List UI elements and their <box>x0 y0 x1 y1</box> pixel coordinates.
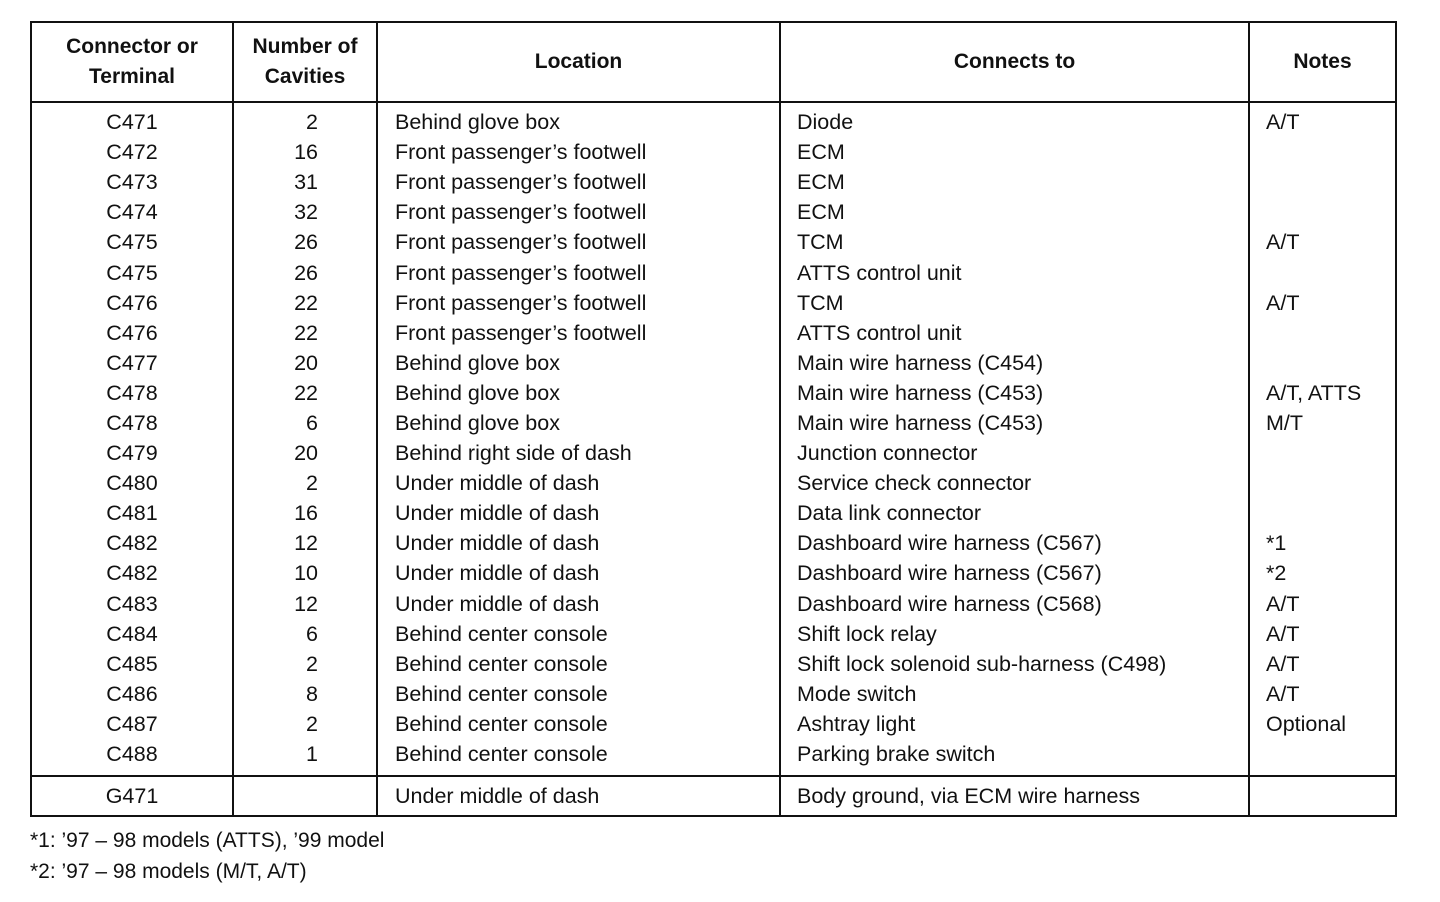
header-connects-to: Connects to <box>780 22 1249 102</box>
connects-to-cell: Shift lock relay <box>780 619 1249 649</box>
connector-table <box>30 21 1397 817</box>
location-cell: Behind center console <box>377 739 780 776</box>
header-cavities <box>233 22 377 102</box>
connects-to-cell: ECM <box>780 167 1249 197</box>
table-row <box>31 102 1396 137</box>
connects-to-cell: Data link connector <box>780 498 1249 528</box>
table-header <box>31 22 1396 102</box>
notes-cell: A/T <box>1249 102 1396 137</box>
location-cell: Under middle of dash <box>377 468 780 498</box>
notes-cell: A/T <box>1249 649 1396 679</box>
cavities-cell: 26 <box>233 227 377 257</box>
cavities-cell: 22 <box>233 378 377 408</box>
connects-to-cell: Junction connector <box>780 438 1249 468</box>
location-cell: Under middle of dash <box>377 558 780 588</box>
location-cell: Under middle of dash <box>377 498 780 528</box>
notes-cell <box>1249 739 1396 776</box>
connects-to-cell: Dashboard wire harness (C567) <box>780 528 1249 558</box>
location-cell: Front passenger’s footwell <box>377 227 780 257</box>
location-cell: Behind glove box <box>377 102 780 137</box>
cavities-cell: 32 <box>233 197 377 227</box>
notes-cell: M/T <box>1249 408 1396 438</box>
cavities-cell: 31 <box>233 167 377 197</box>
notes-cell <box>1249 348 1396 378</box>
footnote-2: *2: ’97 – 98 models (M/T, A/T) <box>30 860 307 883</box>
table-row <box>31 167 1396 197</box>
connector-cell: C479 <box>31 438 233 468</box>
connector-cell: C474 <box>31 197 233 227</box>
connector-cell: C485 <box>31 649 233 679</box>
location-cell: Behind right side of dash <box>377 438 780 468</box>
connects-to-cell: TCM <box>780 288 1249 318</box>
connector-cell: C486 <box>31 679 233 709</box>
cavities-cell: 2 <box>233 102 377 137</box>
connects-to-cell: Service check connector <box>780 468 1249 498</box>
table-row <box>31 739 1396 776</box>
ground-notes <box>1249 776 1396 816</box>
cavities-cell: 8 <box>233 679 377 709</box>
connects-to-cell: Dashboard wire harness (C567) <box>780 558 1249 588</box>
connects-to-cell: Mode switch <box>780 679 1249 709</box>
notes-cell <box>1249 318 1396 348</box>
location-cell: Behind center console <box>377 709 780 739</box>
connects-to-cell: Main wire harness (C453) <box>780 408 1249 438</box>
connects-to-cell: ECM <box>780 137 1249 167</box>
notes-cell: A/T, ATTS <box>1249 378 1396 408</box>
table-row <box>31 227 1396 257</box>
location-cell: Behind center console <box>377 679 780 709</box>
header-connector-line2: Terminal <box>89 65 175 88</box>
cavities-cell: 2 <box>233 649 377 679</box>
cavities-cell: 10 <box>233 558 377 588</box>
connector-cell: C482 <box>31 558 233 588</box>
cavities-cell: 22 <box>233 318 377 348</box>
ground-row <box>31 776 1396 816</box>
connector-cell: C483 <box>31 589 233 619</box>
connector-cell: C476 <box>31 318 233 348</box>
location-cell: Front passenger’s footwell <box>377 257 780 287</box>
connects-to-cell: Parking brake switch <box>780 739 1249 776</box>
cavities-cell: 26 <box>233 257 377 287</box>
table-row <box>31 438 1396 468</box>
header-row <box>31 22 1396 102</box>
table-row <box>31 137 1396 167</box>
cavities-cell: 2 <box>233 709 377 739</box>
connector-cell: C473 <box>31 167 233 197</box>
connects-to-cell: ATTS control unit <box>780 318 1249 348</box>
ground-cavities <box>233 776 377 816</box>
notes-cell <box>1249 197 1396 227</box>
table-row <box>31 348 1396 378</box>
table-row <box>31 468 1396 498</box>
notes-cell: A/T <box>1249 619 1396 649</box>
table-row <box>31 679 1396 709</box>
table-row <box>31 318 1396 348</box>
notes-cell <box>1249 167 1396 197</box>
table-row <box>31 288 1396 318</box>
notes-cell <box>1249 137 1396 167</box>
cavities-cell: 16 <box>233 137 377 167</box>
cavities-cell: 1 <box>233 739 377 776</box>
cavities-cell: 22 <box>233 288 377 318</box>
connector-cell: C487 <box>31 709 233 739</box>
connects-to-cell: ECM <box>780 197 1249 227</box>
header-notes: Notes <box>1249 22 1396 102</box>
connector-cell: C481 <box>31 498 233 528</box>
connects-to-cell: Ashtray light <box>780 709 1249 739</box>
connector-cell: C472 <box>31 137 233 167</box>
ground-connector: G471 <box>31 776 233 816</box>
notes-cell <box>1249 498 1396 528</box>
connects-to-cell: TCM <box>780 227 1249 257</box>
location-cell: Behind glove box <box>377 408 780 438</box>
table-row <box>31 619 1396 649</box>
ground-location: Under middle of dash <box>377 776 780 816</box>
connector-cell: C475 <box>31 257 233 287</box>
cavities-cell: 2 <box>233 468 377 498</box>
table-row <box>31 528 1396 558</box>
connector-cell: C476 <box>31 288 233 318</box>
cavities-cell: 6 <box>233 619 377 649</box>
notes-cell: A/T <box>1249 288 1396 318</box>
notes-cell: A/T <box>1249 227 1396 257</box>
connector-cell: C478 <box>31 378 233 408</box>
location-cell: Behind center console <box>377 649 780 679</box>
connector-cell: C480 <box>31 468 233 498</box>
connector-cell: C471 <box>31 102 233 137</box>
connects-to-cell: Main wire harness (C453) <box>780 378 1249 408</box>
connector-cell: C484 <box>31 619 233 649</box>
location-cell: Behind glove box <box>377 378 780 408</box>
notes-cell: *2 <box>1249 558 1396 588</box>
location-cell: Under middle of dash <box>377 528 780 558</box>
table-row <box>31 378 1396 408</box>
cavities-cell: 20 <box>233 438 377 468</box>
table-row <box>31 498 1396 528</box>
table-row <box>31 408 1396 438</box>
cavities-cell: 12 <box>233 589 377 619</box>
location-cell: Front passenger’s footwell <box>377 167 780 197</box>
table-row <box>31 589 1396 619</box>
connects-to-cell: Shift lock solenoid sub-harness (C498) <box>780 649 1249 679</box>
notes-cell: A/T <box>1249 589 1396 619</box>
connector-cell: C478 <box>31 408 233 438</box>
cavities-cell: 6 <box>233 408 377 438</box>
table-body <box>31 102 1396 776</box>
location-cell: Front passenger’s footwell <box>377 288 780 318</box>
header-location: Location <box>377 22 780 102</box>
table-row <box>31 709 1396 739</box>
cavities-cell: 16 <box>233 498 377 528</box>
header-cavities-line1: Number of <box>252 35 358 58</box>
location-cell: Front passenger’s footwell <box>377 318 780 348</box>
cavities-cell: 20 <box>233 348 377 378</box>
ground-connects-to: Body ground, via ECM wire harness <box>780 776 1249 816</box>
connects-to-cell: ATTS control unit <box>780 257 1249 287</box>
connector-cell: C488 <box>31 739 233 776</box>
table-row <box>31 649 1396 679</box>
header-cavities-line2: Cavities <box>264 65 346 88</box>
notes-cell: A/T <box>1249 679 1396 709</box>
header-connector <box>31 22 233 102</box>
connects-to-cell: Dashboard wire harness (C568) <box>780 589 1249 619</box>
connector-cell: C477 <box>31 348 233 378</box>
ground-section <box>31 776 1396 816</box>
table-row <box>31 257 1396 287</box>
connects-to-cell: Diode <box>780 102 1249 137</box>
location-cell: Front passenger’s footwell <box>377 137 780 167</box>
cavities-cell: 12 <box>233 528 377 558</box>
header-connector-line1: Connector or <box>66 35 198 58</box>
footnote-1: *1: ’97 – 98 models (ATTS), ’99 model <box>30 829 385 852</box>
notes-cell: Optional <box>1249 709 1396 739</box>
footnotes <box>30 825 384 887</box>
location-cell: Behind center console <box>377 619 780 649</box>
location-cell: Front passenger’s footwell <box>377 197 780 227</box>
notes-cell <box>1249 438 1396 468</box>
connector-cell: C475 <box>31 227 233 257</box>
table-row <box>31 558 1396 588</box>
notes-cell <box>1249 257 1396 287</box>
location-cell: Behind glove box <box>377 348 780 378</box>
location-cell: Under middle of dash <box>377 589 780 619</box>
connector-cell: C482 <box>31 528 233 558</box>
connects-to-cell: Main wire harness (C454) <box>780 348 1249 378</box>
notes-cell <box>1249 468 1396 498</box>
notes-cell: *1 <box>1249 528 1396 558</box>
table-row <box>31 197 1396 227</box>
